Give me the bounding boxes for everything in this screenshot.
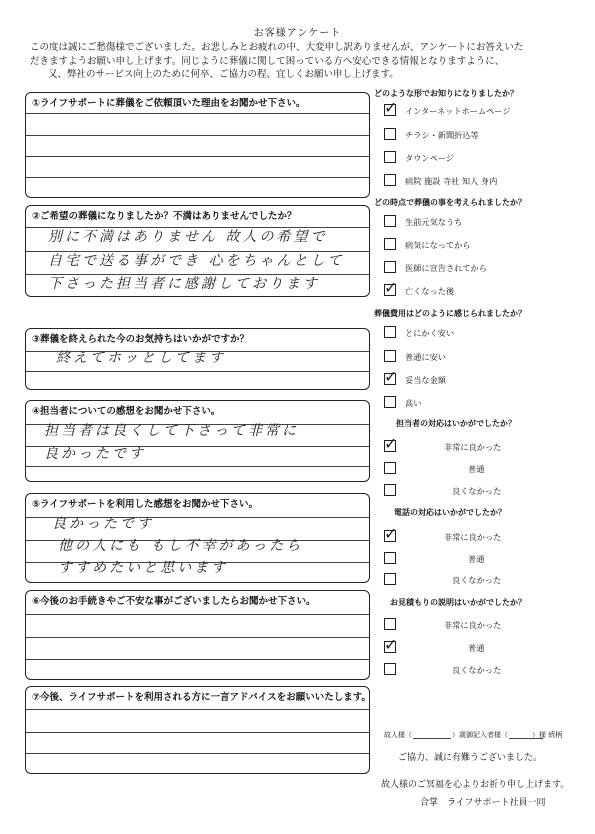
- side-q6-title: お見積もりの説明はいかがでしたか？: [390, 598, 526, 607]
- question-1-box: [25, 92, 370, 198]
- side-q4-option-3: 良くなかった: [452, 486, 502, 496]
- side-q5-title: 電話の対応はいかがでしたか？: [394, 508, 506, 517]
- question-5-answer-3: すすめたいと思います: [58, 560, 229, 576]
- side-q6-option-2: 普通: [468, 643, 485, 653]
- deceased-label: 故人様（: [384, 731, 412, 739]
- question-2-box: [25, 205, 370, 297]
- side-q2-checkbox-1[interactable]: [384, 215, 396, 227]
- side-q2-checkbox-3[interactable]: [384, 261, 396, 273]
- check-mark-icon: ✓: [384, 278, 398, 297]
- side-q4-checkbox-3[interactable]: [384, 484, 396, 496]
- side-q4-option-1: 非常に良かった: [444, 442, 502, 452]
- side-q1-option-3: タウンページ: [405, 153, 454, 163]
- prayer-text: 故人様のご冥福を心よりお祈り申し上げます。: [381, 780, 570, 790]
- check-mark-icon: ✓: [384, 524, 398, 543]
- relation-label: ）様 続柄: [532, 731, 563, 739]
- side-q2-option-4: 亡くなった後: [405, 286, 455, 296]
- side-q2-title: どの時点で葬儀の事を考えられましたか？: [374, 198, 526, 207]
- side-q5-option-3: 良くなかった: [452, 575, 502, 585]
- respondent-label: 御記入者様（: [466, 731, 508, 739]
- check-mark-icon: ✓: [384, 635, 398, 654]
- side-q5-checkbox-3[interactable]: [384, 573, 396, 585]
- question-2-answer-3: 下さった担当者に感謝しております: [48, 276, 320, 292]
- side-q6-option-3: 良くなかった: [452, 665, 502, 675]
- question-4-label: ④担当者についての感想をお聞かせ下さい。: [32, 406, 221, 417]
- side-q2-option-1: 生前元気なうち: [405, 217, 463, 227]
- signature-text: 合掌 ライフサポート社員一同: [420, 798, 546, 808]
- side-q1-option-2: チラシ・新聞折込等: [405, 130, 479, 140]
- intro-line-3: 又、弊社のサービス向上のために何卒、ご協力の程、宜しくお願い申し上げます。: [48, 69, 399, 80]
- check-mark-icon: ✓: [384, 98, 398, 117]
- side-q6-checkbox-1[interactable]: [384, 618, 396, 630]
- question-3-answer-1: 終えてホッとしてます: [56, 350, 226, 366]
- question-3-label: ③葬儀を終えられた今のお気持ちはいかがですか？: [32, 334, 250, 345]
- question-5-answer-1: 良かったです: [52, 516, 154, 532]
- side-q1-checkbox-2[interactable]: [384, 128, 396, 140]
- side-q2-checkbox-2[interactable]: [384, 238, 396, 250]
- side-q1-title: どのような形でお知りになりましたか？: [374, 89, 518, 98]
- side-q3-title: 葬儀費用はどのように感じられましたか？: [374, 309, 526, 318]
- survey-title: お客様アンケート: [253, 28, 342, 39]
- side-q1-option-4: 病院 施設 寺社 知人 身内: [405, 176, 498, 186]
- intro-text: [30, 41, 570, 82]
- question-6-box: [25, 590, 370, 680]
- question-2-answer-1: 別に不満はありません 故人の希望で: [48, 229, 328, 245]
- side-q5-option-1: 非常に良かった: [444, 532, 502, 542]
- side-q3-option-2: 普通に安い: [405, 352, 446, 362]
- age-label: ）歳: [452, 731, 466, 739]
- side-q6-option-1: 非常に良かった: [444, 620, 502, 630]
- question-2-answer-2: 自宅で送る事ができ 心をちゃんとして: [48, 253, 345, 269]
- side-q5-option-2: 普通: [468, 554, 485, 564]
- side-q4-option-2: 普通: [468, 464, 485, 474]
- thanks-text: ご協力、誠に有難うございました。: [398, 753, 543, 763]
- side-q2-option-2: 病気になってから: [405, 240, 471, 250]
- check-mark-icon: ✓: [384, 367, 398, 386]
- side-q4-checkbox-2[interactable]: [384, 462, 396, 474]
- question-2-label: ②ご希望の葬儀になりましたか？不満はありませんでしたか？: [32, 211, 297, 222]
- side-q3-checkbox-4[interactable]: [384, 396, 396, 408]
- question-1-label: ①ライフサポートに葬儀をご依頼頂いた理由をお聞かせ下さい。: [32, 98, 306, 109]
- question-5-answer-2: 他の人にも もし不幸があったら: [58, 538, 304, 554]
- side-q3-option-1: とにかく安い: [405, 328, 455, 338]
- question-5-box: [25, 493, 370, 583]
- side-q4-title: 担当者の対応はいかがでしたか？: [396, 419, 516, 428]
- deceased-name-field[interactable]: [413, 738, 451, 739]
- intro-line-1: この度は誠にご愁傷様でございました。お悲しみとお疲れの中、大変申し訳ありませんが、アンケートにお答えいた: [30, 42, 524, 53]
- question-7-box: [25, 686, 370, 774]
- side-q3-checkbox-2[interactable]: [384, 350, 396, 362]
- question-5-label: ⑤ライフサポートを利用した感想をお聞かせ下さい。: [32, 499, 258, 510]
- intro-line-2: だきますようお願い申し上げます。同じように葬儀に関して困っている方へ安心できる情報となりますように、: [30, 55, 505, 67]
- side-q3-checkbox-1[interactable]: [384, 326, 396, 338]
- question-3-box: [25, 328, 370, 390]
- check-mark-icon: ✓: [384, 434, 398, 453]
- question-4-answer-1: 担当者は良くして下さって非常に: [44, 423, 299, 439]
- side-q3-option-4: 高い: [405, 398, 422, 408]
- question-6-label: ⑥今後のお手続きやご不安な事がございましたらお聞かせ下さい。: [32, 596, 316, 607]
- question-4-box: [25, 400, 370, 482]
- side-q1-checkbox-3[interactable]: [384, 151, 396, 163]
- side-q5-checkbox-2[interactable]: [384, 552, 396, 564]
- side-q6-checkbox-3[interactable]: [384, 663, 396, 675]
- question-7-label: ⑦今後、ライフサポートを利用される方に一言アドバイスをお願いいたします。: [32, 692, 371, 703]
- side-q1-checkbox-4[interactable]: [384, 174, 396, 186]
- side-q2-option-3: 医師に宣告されてから: [405, 263, 487, 273]
- question-4-answer-2: 良かったです: [44, 446, 146, 462]
- side-q1-option-1: インターネットホームページ: [405, 106, 511, 116]
- side-q3-option-3: 妥当な金額: [405, 375, 446, 385]
